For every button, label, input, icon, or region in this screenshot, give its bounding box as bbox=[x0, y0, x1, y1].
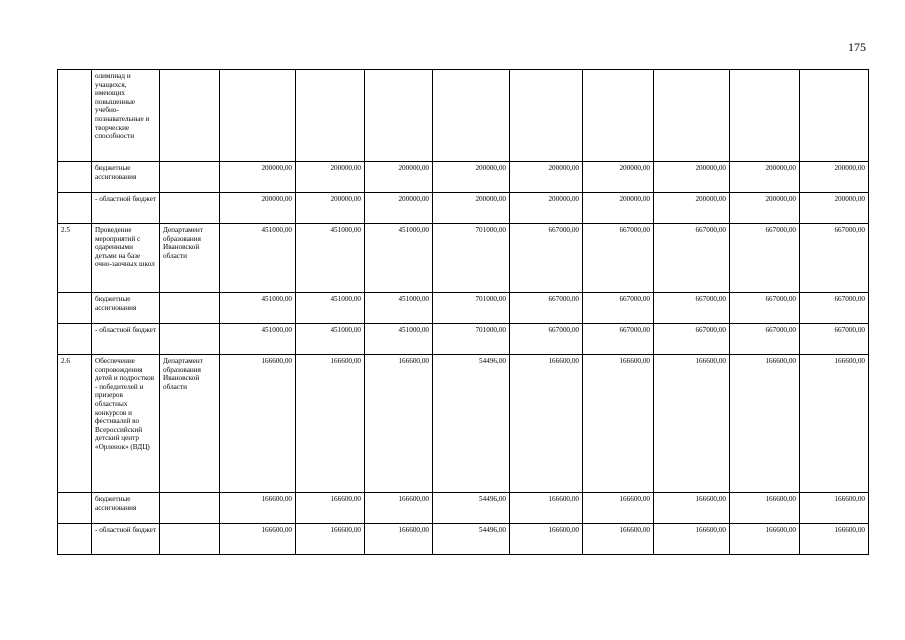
amount-cell: 200000,00 bbox=[800, 162, 869, 193]
amount-cell: 200000,00 bbox=[510, 162, 583, 193]
amount-cell: 667000,00 bbox=[510, 293, 583, 324]
amount-cell: 667000,00 bbox=[654, 293, 730, 324]
row-number-cell bbox=[58, 493, 92, 524]
amount-cell: 667000,00 bbox=[730, 224, 800, 293]
amount-cell: 200000,00 bbox=[433, 193, 510, 224]
table-row bbox=[58, 524, 869, 555]
amount-cell: 166600,00 bbox=[730, 524, 800, 555]
amount-cell: 166600,00 bbox=[365, 524, 433, 555]
row-number-cell bbox=[58, 524, 92, 555]
amount-cell: 166600,00 bbox=[654, 493, 730, 524]
amount-cell: 166600,00 bbox=[365, 493, 433, 524]
amount-cell bbox=[510, 70, 583, 162]
amount-cell: 667000,00 bbox=[654, 324, 730, 355]
page-number: 175 bbox=[848, 40, 866, 54]
amount-cell: 166600,00 bbox=[510, 355, 583, 493]
amount-cell: 667000,00 bbox=[583, 224, 654, 293]
amount-cell: 166600,00 bbox=[365, 355, 433, 493]
amount-cell: 166600,00 bbox=[583, 524, 654, 555]
amount-cell: 166600,00 bbox=[296, 355, 365, 493]
amount-cell: 166600,00 bbox=[583, 493, 654, 524]
item-name-cell: - областной бюджет bbox=[92, 524, 160, 555]
amount-cell: 667000,00 bbox=[730, 293, 800, 324]
item-name-cell: бюджетные ассигнования bbox=[92, 493, 160, 524]
row-number-cell bbox=[58, 162, 92, 193]
table-row bbox=[58, 70, 869, 162]
amount-cell: 200000,00 bbox=[730, 193, 800, 224]
row-number-cell bbox=[58, 293, 92, 324]
amount-cell bbox=[583, 70, 654, 162]
amount-cell bbox=[433, 70, 510, 162]
amount-cell: 701000,00 bbox=[433, 293, 510, 324]
item-name-cell: Обеспечение сопровождения детей и подростков - победителей и призеров областных конкурсов и фестивалей во Всероссийский детский центр «Орленок» (ВДЦ) bbox=[92, 355, 160, 493]
amount-cell: 701000,00 bbox=[433, 224, 510, 293]
amount-cell: 701000,00 bbox=[433, 324, 510, 355]
amount-cell: 166600,00 bbox=[510, 524, 583, 555]
amount-cell: 200000,00 bbox=[654, 162, 730, 193]
amount-cell: 200000,00 bbox=[365, 193, 433, 224]
amount-cell: 54496,00 bbox=[433, 524, 510, 555]
amount-cell: 667000,00 bbox=[583, 324, 654, 355]
row-number-cell: 2.6 bbox=[58, 355, 92, 493]
amount-cell: 166600,00 bbox=[510, 493, 583, 524]
amount-cell: 200000,00 bbox=[220, 162, 296, 193]
executor-cell bbox=[160, 524, 220, 555]
amount-cell: 54496,00 bbox=[433, 493, 510, 524]
budget-table bbox=[57, 69, 869, 555]
amount-cell: 166600,00 bbox=[220, 524, 296, 555]
amount-cell: 451000,00 bbox=[296, 224, 365, 293]
amount-cell: 166600,00 bbox=[800, 493, 869, 524]
amount-cell: 200000,00 bbox=[296, 162, 365, 193]
amount-cell bbox=[365, 70, 433, 162]
item-name-cell: олимпиад и учащихся, имеющих повышенные учебно-познавательные и творческие способности bbox=[92, 70, 160, 162]
table-row bbox=[58, 224, 869, 293]
row-number-cell bbox=[58, 193, 92, 224]
amount-cell: 166600,00 bbox=[800, 524, 869, 555]
amount-cell bbox=[654, 70, 730, 162]
amount-cell: 54496,00 bbox=[433, 355, 510, 493]
amount-cell: 667000,00 bbox=[510, 324, 583, 355]
amount-cell: 451000,00 bbox=[365, 324, 433, 355]
amount-cell: 200000,00 bbox=[220, 193, 296, 224]
amount-cell: 667000,00 bbox=[654, 224, 730, 293]
amount-cell: 200000,00 bbox=[730, 162, 800, 193]
amount-cell: 667000,00 bbox=[583, 293, 654, 324]
table-row bbox=[58, 324, 869, 355]
amount-cell: 451000,00 bbox=[365, 293, 433, 324]
item-name-cell: - областной бюджет bbox=[92, 324, 160, 355]
executor-cell bbox=[160, 493, 220, 524]
row-number-cell: 2.5 bbox=[58, 224, 92, 293]
amount-cell: 451000,00 bbox=[220, 293, 296, 324]
amount-cell: 667000,00 bbox=[800, 324, 869, 355]
table-row bbox=[58, 162, 869, 193]
amount-cell: 200000,00 bbox=[800, 193, 869, 224]
amount-cell: 200000,00 bbox=[510, 193, 583, 224]
amount-cell: 166600,00 bbox=[654, 355, 730, 493]
amount-cell: 200000,00 bbox=[433, 162, 510, 193]
row-number-cell bbox=[58, 70, 92, 162]
amount-cell: 166600,00 bbox=[654, 524, 730, 555]
amount-cell: 451000,00 bbox=[365, 224, 433, 293]
amount-cell: 667000,00 bbox=[800, 224, 869, 293]
amount-cell bbox=[730, 70, 800, 162]
executor-cell: Департамент образования Ивановской области bbox=[160, 355, 220, 493]
amount-cell: 451000,00 bbox=[220, 324, 296, 355]
row-number-cell bbox=[58, 324, 92, 355]
item-name-cell: бюджетные ассигнования bbox=[92, 293, 160, 324]
amount-cell: 166600,00 bbox=[296, 493, 365, 524]
amount-cell: 200000,00 bbox=[296, 193, 365, 224]
executor-cell bbox=[160, 162, 220, 193]
amount-cell bbox=[220, 70, 296, 162]
table-row bbox=[58, 293, 869, 324]
table-row bbox=[58, 493, 869, 524]
amount-cell: 200000,00 bbox=[583, 162, 654, 193]
amount-cell: 451000,00 bbox=[296, 324, 365, 355]
amount-cell: 166600,00 bbox=[296, 524, 365, 555]
executor-cell: Департамент образования Ивановской области bbox=[160, 224, 220, 293]
table-row bbox=[58, 193, 869, 224]
item-name-cell: - областной бюджет bbox=[92, 193, 160, 224]
amount-cell: 166600,00 bbox=[730, 493, 800, 524]
executor-cell bbox=[160, 324, 220, 355]
amount-cell bbox=[296, 70, 365, 162]
amount-cell: 166600,00 bbox=[583, 355, 654, 493]
amount-cell: 166600,00 bbox=[220, 493, 296, 524]
table-row bbox=[58, 355, 869, 493]
executor-cell bbox=[160, 193, 220, 224]
executor-cell bbox=[160, 293, 220, 324]
amount-cell bbox=[800, 70, 869, 162]
amount-cell: 200000,00 bbox=[654, 193, 730, 224]
item-name-cell: Проведение мероприятий с одаренными детьми на базе очно-заочных школ bbox=[92, 224, 160, 293]
amount-cell: 166600,00 bbox=[220, 355, 296, 493]
amount-cell: 166600,00 bbox=[730, 355, 800, 493]
amount-cell: 200000,00 bbox=[365, 162, 433, 193]
amount-cell: 667000,00 bbox=[800, 293, 869, 324]
amount-cell: 667000,00 bbox=[510, 224, 583, 293]
item-name-cell: бюджетные ассигнования bbox=[92, 162, 160, 193]
amount-cell: 451000,00 bbox=[220, 224, 296, 293]
amount-cell: 200000,00 bbox=[583, 193, 654, 224]
amount-cell: 451000,00 bbox=[296, 293, 365, 324]
executor-cell bbox=[160, 70, 220, 162]
amount-cell: 667000,00 bbox=[730, 324, 800, 355]
amount-cell: 166600,00 bbox=[800, 355, 869, 493]
